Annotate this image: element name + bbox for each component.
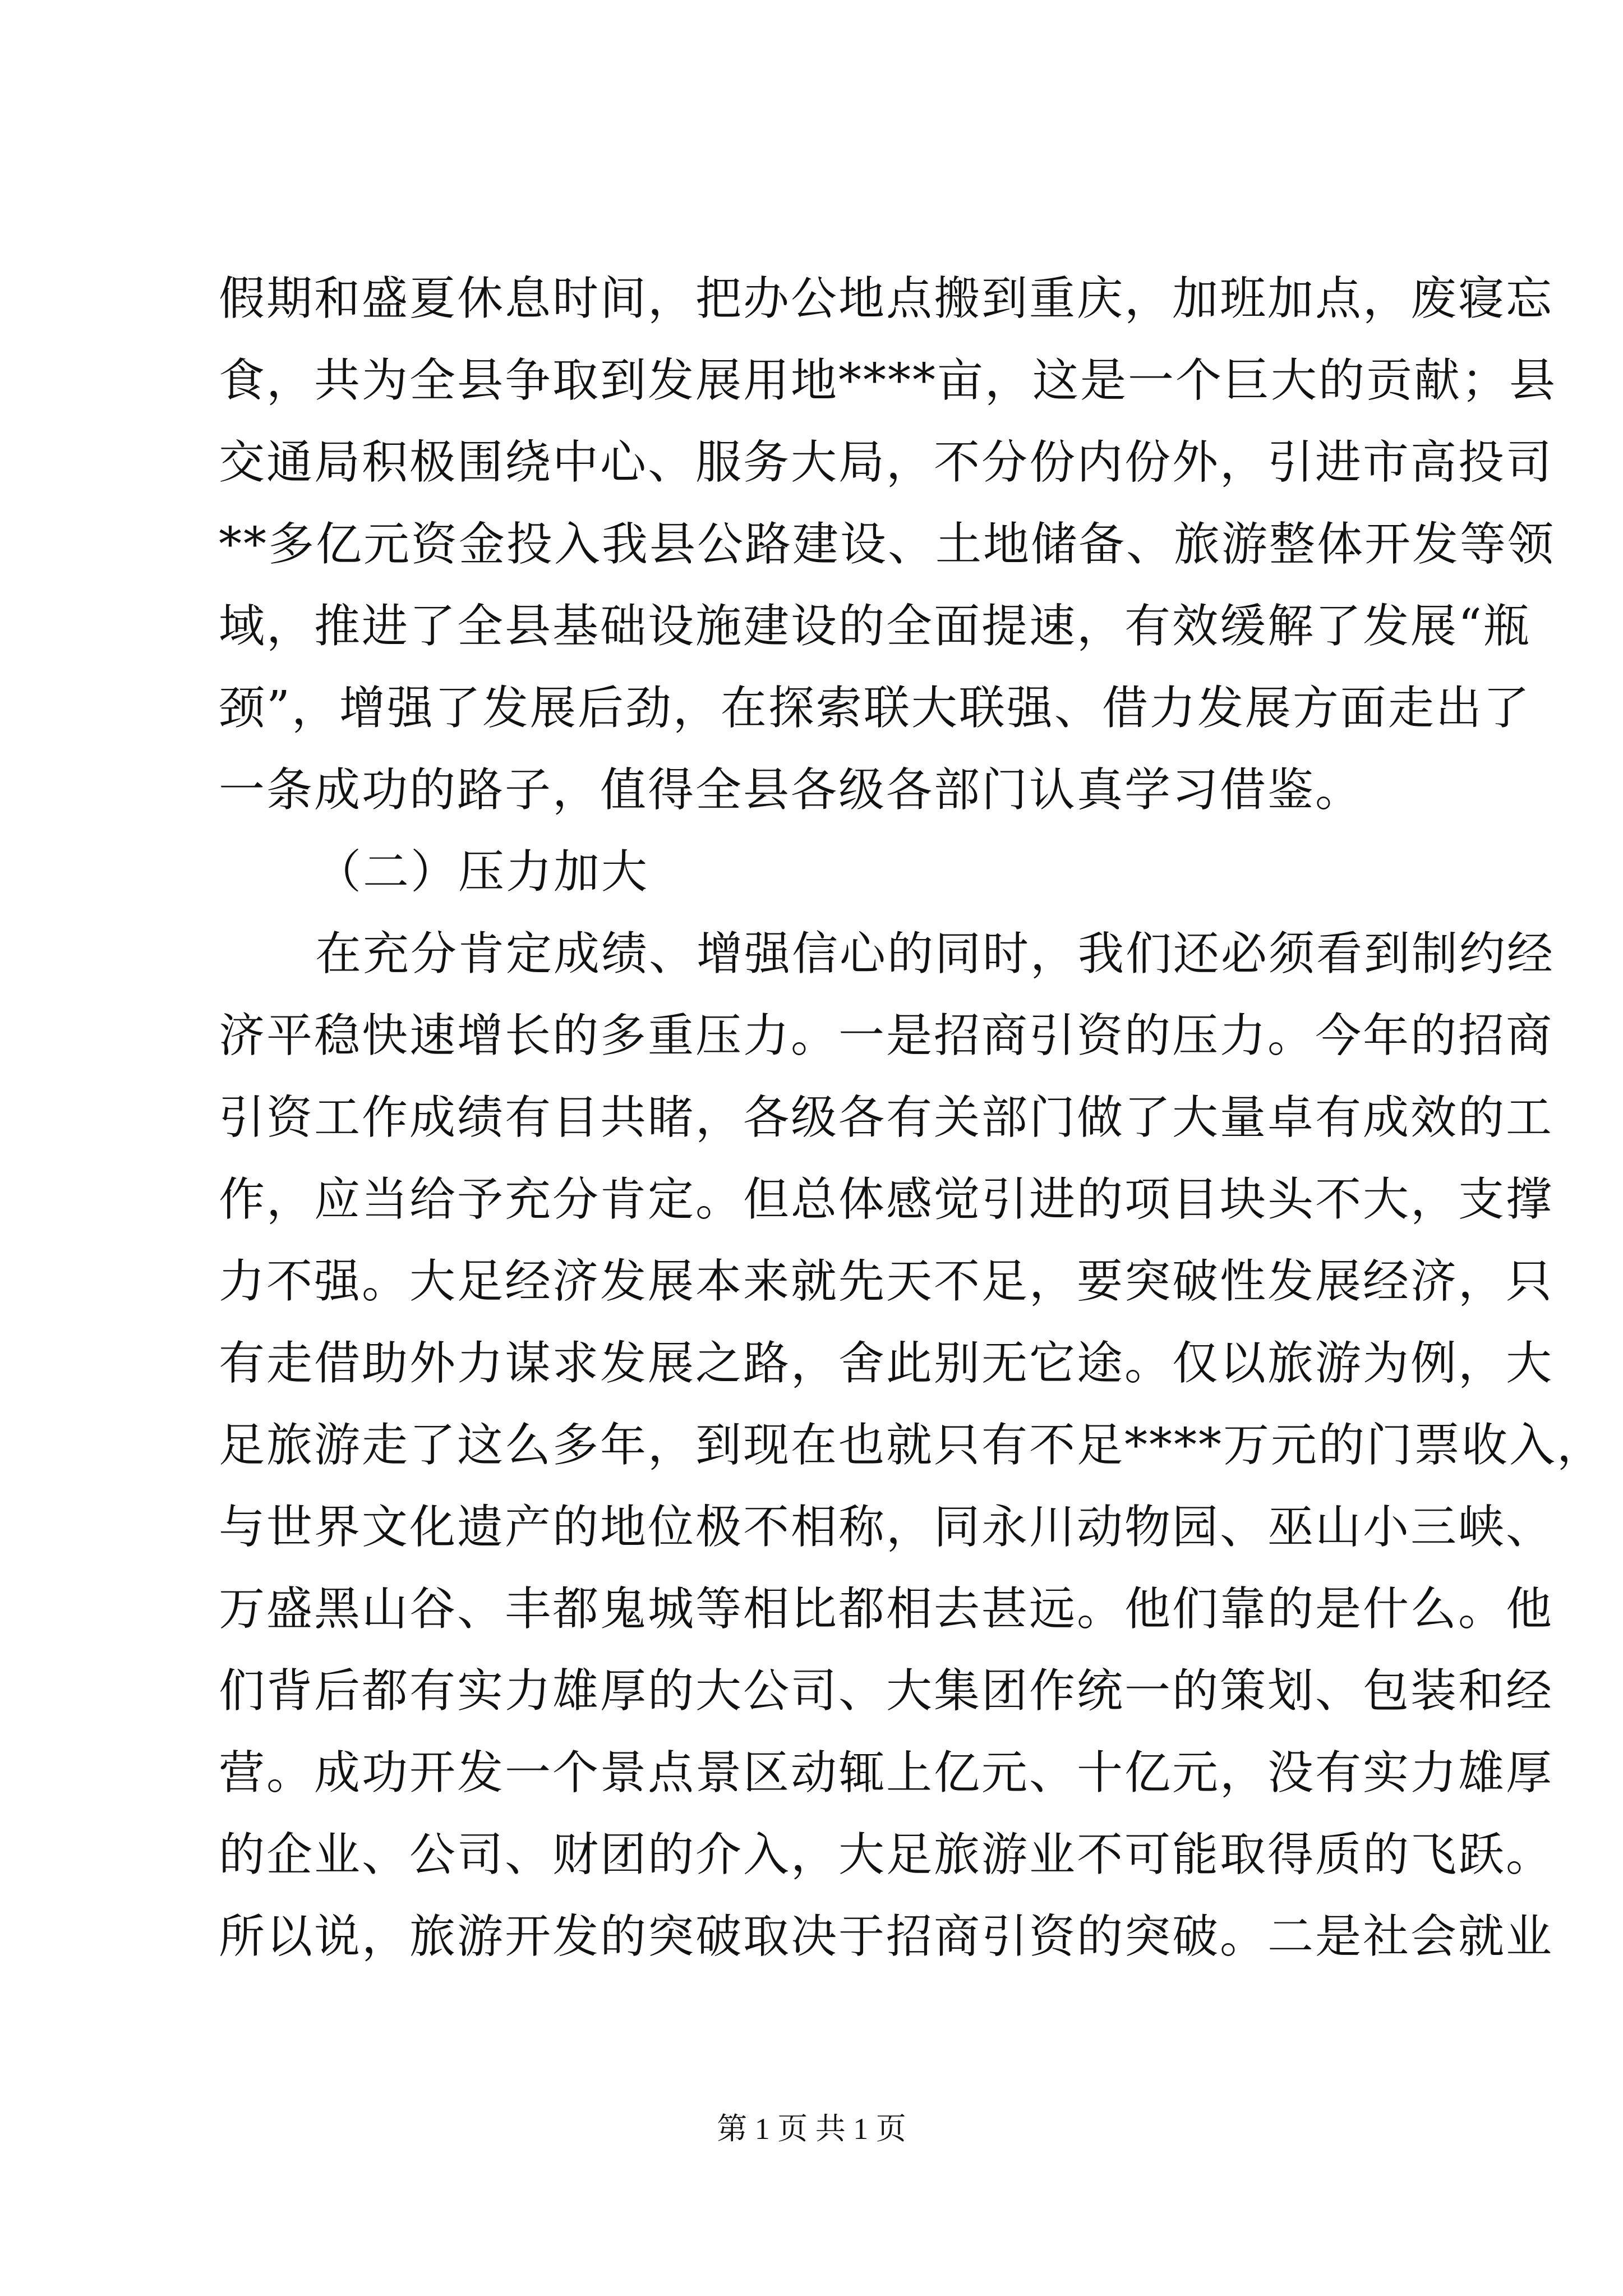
paragraph-2-line-6: 有走借助外力谋求发展之路，舍此别无它途。仅以旅游为例，大	[219, 1337, 1554, 1390]
paragraph-2-line-8: 与世界文化遗产的地位极不相称，同永川动物园、巫山小三峡、	[219, 1501, 1554, 1554]
paragraph-2-line-10: 们背后都有实力雄厚的大公司、大集团作统一的策划、包装和经	[219, 1664, 1554, 1718]
document-body	[219, 258, 1605, 1978]
paragraph-2-line-4: 作，应当给予充分肯定。但总体感觉引进的项目块头不大，支撑	[219, 1173, 1554, 1226]
paragraph-1-line-2: 食，共为全县争取到发展用地****亩，这是一个巨大的贡献；县	[219, 354, 1557, 407]
paragraph-2-line-5: 力不强。大足经济发展本来就先天不足，要突破性发展经济，只	[219, 1255, 1554, 1308]
paragraph-1-line-7: 一条成功的路子，值得全县各级各部门认真学习借鉴。	[219, 763, 1363, 817]
section-heading: （二）压力加大	[315, 845, 649, 899]
paragraph-1-line-6: 颈”，增强了发展后劲，在探索联大联强、借力发展方面走出了	[219, 682, 1531, 735]
paragraph-2-line-3: 引资工作成绩有目共睹，各级各有关部门做了大量卓有成效的工	[219, 1091, 1554, 1144]
paragraph-2-line-2: 济平稳快速增长的多重压力。一是招商引资的压力。今年的招商	[219, 1009, 1554, 1062]
paragraph-1-line-4: **多亿元资金投入我县公路建设、土地储备、旅游整体开发等领	[219, 518, 1556, 571]
paragraph-2-line-11: 营。成功开发一个景点景区动辄上亿元、十亿元，没有实力雄厚	[219, 1746, 1554, 1800]
paragraph-2-line-7: 足旅游走了这么多年，到现在也就只有不足****万元的门票收入，	[219, 1419, 1605, 1472]
paragraph-2-line-1: 在充分肯定成绩、增强信心的同时，我们还必须看到制约经	[315, 927, 1555, 981]
paragraph-1-line-1: 假期和盛夏休息时间，把办公地点搬到重庆，加班加点，废寝忘	[219, 272, 1554, 325]
paragraph-1-line-5: 域，推进了全县基础设施建设的全面提速，有效缓解了发展“瓶	[219, 600, 1531, 653]
paragraph-2-line-12: 的企业、公司、财团的介入，大足旅游业不可能取得质的飞跃。	[219, 1828, 1554, 1881]
paragraph-2-line-9: 万盛黑山谷、丰都鬼城等相比都相去甚远。他们靠的是什么。他	[219, 1582, 1554, 1636]
page-number-label: 第 1 页 共 1 页	[717, 2112, 906, 2146]
page-footer	[0, 2109, 1623, 2148]
paragraph-2-line-13: 所以说，旅游开发的突破取决于招商引资的突破。二是社会就业	[219, 1910, 1554, 1963]
paragraph-1-line-3: 交通局积极围绕中心、服务大局，不分份内份外，引进市高投司	[219, 436, 1554, 489]
